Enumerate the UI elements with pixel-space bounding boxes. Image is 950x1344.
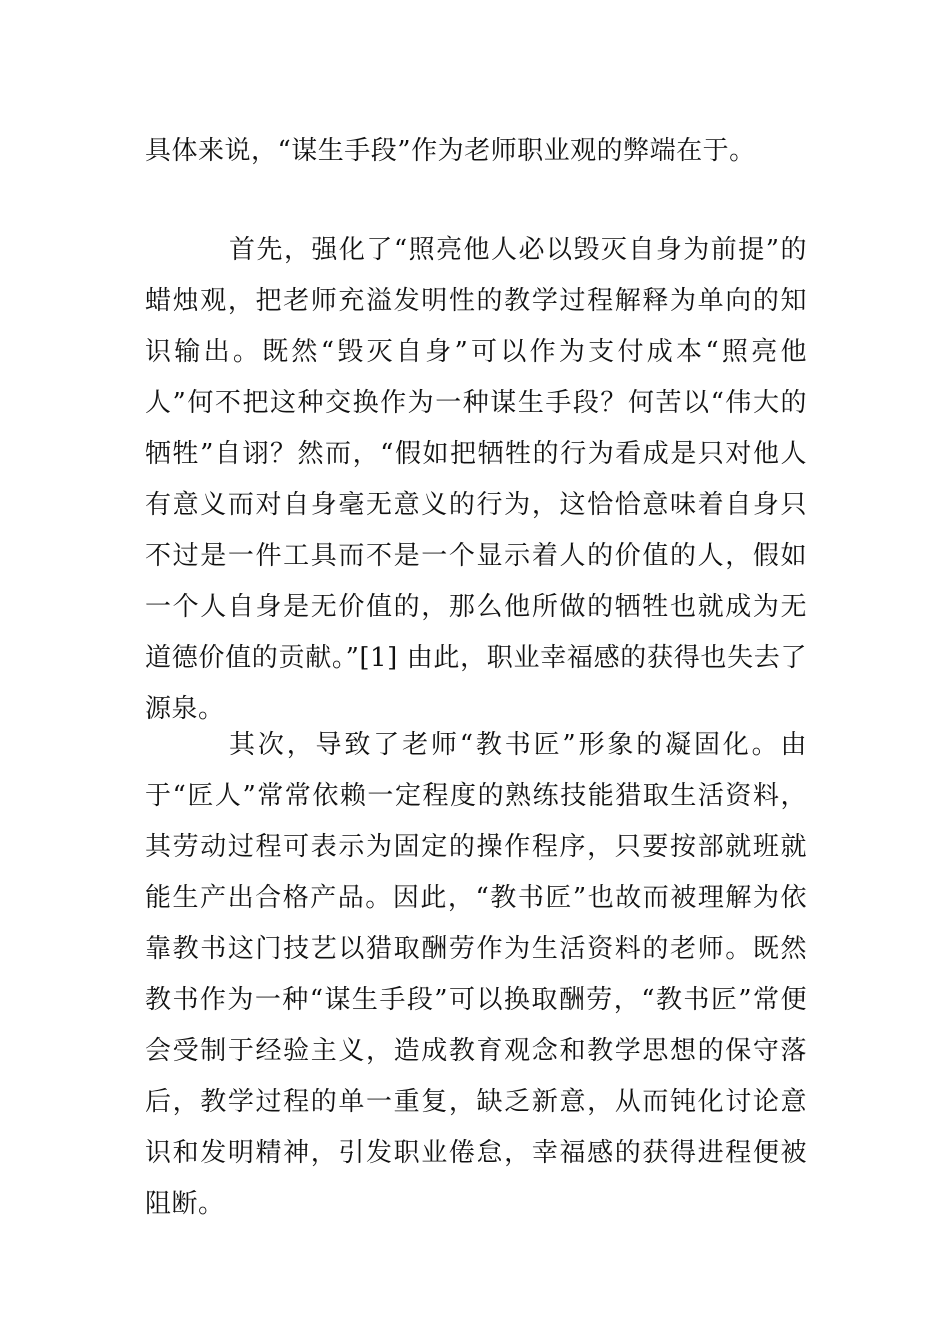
paragraph-intro: 具体来说，“谋生手段”作为老师职业观的弊端在于。	[145, 136, 756, 166]
paragraph-second-point: 其次，导致了老师“教书匠”形象的凝固化。由于“匠人”常常依赖一定程度的熟练技能猎取生活资料，其劳动过程可表示为固定的操作程序，只要按部就班就能生产出合格产品。因此，“教书匠”也故而被理解为依靠教书这门技艺以猎取酬劳作为生活资料的老师。既然教书作为一种“谋生手段”可以换取酬劳，“教书匠”常便会受制于经验主义，造成教育观念和教学思想的保守落后，教学过程的单一重复，缺乏新意，从而钝化讨论意识和发明精神，引发职业倦怠，幸福感的获得进程便被阻断。	[145, 730, 807, 1219]
paragraph-first-point: 首先，强化了“照亮他人必以毁灭自身为前提”的蜡烛观，把老师充溢发明性的教学过程解释为单向的知识输出。既然“毁灭自身”可以作为支付成本“照亮他人”何不把这种交换作为一种谋生手段？何苦以“伟大的牺牲”自诩？然而，“假如把牺牲的行为看成是只对他人有意义而对自身毫无意义的行为，这恰恰意味着自身只不过是一件工具而不是一个显示着人的价值的人，假如一个人自身是无价值的，那么他所做的牺牲也就成为无道德价值的贡献。”[1] 由此，职业幸福感的获得也失去了源泉。	[145, 235, 807, 724]
